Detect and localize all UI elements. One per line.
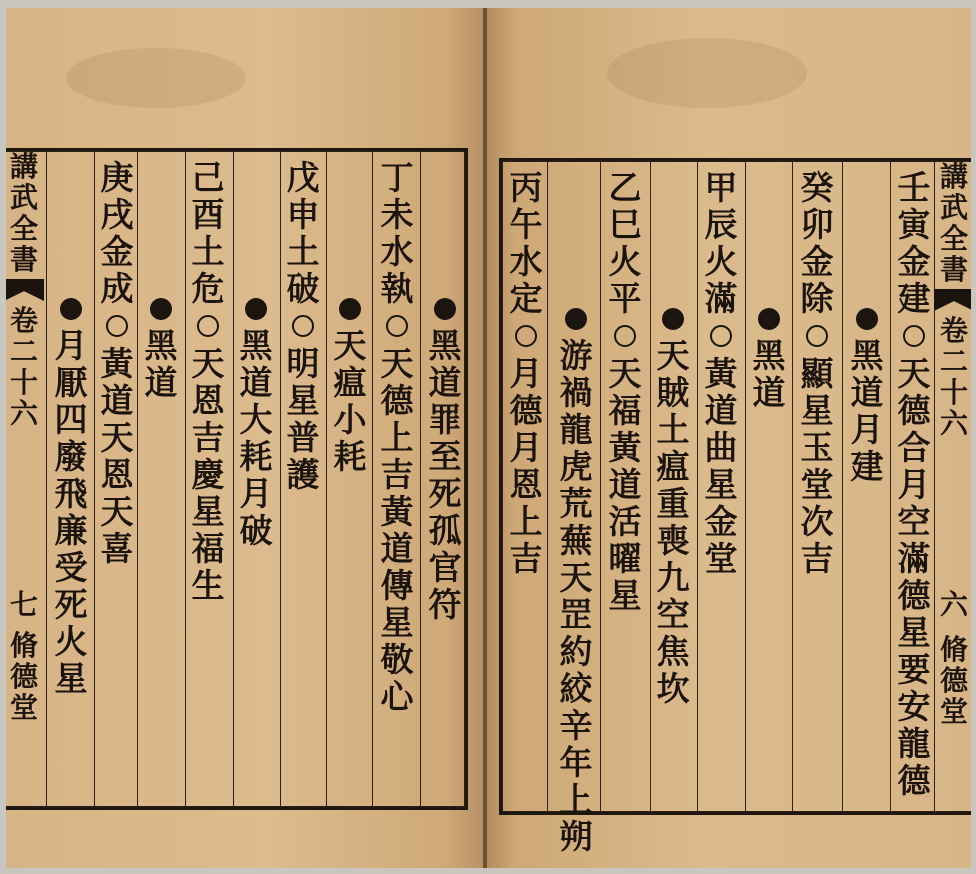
publisher-char: 脩 xyxy=(939,633,968,666)
text-column xyxy=(651,169,695,707)
fishtail-mark xyxy=(6,279,44,301)
omen-char: 喜 xyxy=(100,529,134,568)
open-circle-icon xyxy=(515,325,537,347)
black-dot-icon xyxy=(434,298,456,320)
date-char: 甲 xyxy=(704,168,738,207)
text-column xyxy=(328,159,372,475)
open-circle-icon xyxy=(806,325,828,347)
omen-char: 蕪 xyxy=(559,521,593,560)
omen-char: 曜 xyxy=(608,539,642,578)
omen-char: 月 xyxy=(54,326,88,365)
right-text-frame xyxy=(499,158,971,856)
omen-char: 黃 xyxy=(100,344,134,383)
omen-char: 天 xyxy=(380,344,414,383)
volume-char: 六 xyxy=(9,397,38,430)
omen-char: 年 xyxy=(559,743,593,782)
text-column xyxy=(139,159,183,401)
omen-char: 道 xyxy=(428,363,462,402)
omen-char: 天 xyxy=(656,336,690,375)
omen-char: 天 xyxy=(608,354,642,393)
date-char: 戊 xyxy=(286,158,320,197)
omen-char: 德 xyxy=(897,391,931,430)
date-char: 平 xyxy=(608,279,642,318)
omen-char: 天 xyxy=(559,558,593,597)
omen-char: 坎 xyxy=(656,669,690,708)
open-circle-icon xyxy=(197,315,219,337)
volume-char: 二 xyxy=(939,345,968,378)
omen-char: 道 xyxy=(239,363,273,402)
date-char: 水 xyxy=(380,232,414,271)
omen-char: 天 xyxy=(100,418,134,457)
omen-char: 荒 xyxy=(559,484,593,523)
publisher-char: 堂 xyxy=(939,695,968,728)
omen-char: 破 xyxy=(239,511,273,550)
omen-char: 吉 xyxy=(800,539,834,578)
text-column xyxy=(699,169,743,577)
text-column xyxy=(186,159,230,604)
date-char: 火 xyxy=(704,242,738,281)
omen-char: 朔 xyxy=(559,817,593,856)
omen-char: 月 xyxy=(509,354,543,393)
date-char: 危 xyxy=(191,269,225,308)
volume-char: 十 xyxy=(9,366,38,399)
date-char: 午 xyxy=(509,205,543,244)
omen-char: 廢 xyxy=(54,437,88,476)
paper-stain xyxy=(607,38,807,108)
omen-char: 曲 xyxy=(704,428,738,467)
paper-stain xyxy=(66,48,246,108)
volume-char: 卷 xyxy=(939,314,968,347)
omen-char: 道 xyxy=(144,363,178,402)
column-rule xyxy=(697,161,698,812)
date-char: 壬 xyxy=(897,168,931,207)
omen-char: 上 xyxy=(559,780,593,819)
omen-char: 天 xyxy=(333,326,367,365)
omen-char: 官 xyxy=(428,548,462,587)
text-column xyxy=(504,169,548,577)
right-page xyxy=(487,8,971,868)
date-char: 火 xyxy=(608,242,642,281)
column-rule xyxy=(890,161,891,812)
omen-char: 黃 xyxy=(380,492,414,531)
omen-char: 建 xyxy=(850,447,884,486)
title-char: 講 xyxy=(9,150,38,183)
left-text-frame xyxy=(6,148,468,810)
folio-char: 六 xyxy=(939,588,968,621)
omen-char: 辛 xyxy=(559,706,593,745)
omen-char: 星 xyxy=(897,613,931,652)
left-edge-title xyxy=(6,151,44,723)
open-circle-icon xyxy=(903,325,925,347)
omen-char: 黑 xyxy=(428,326,462,365)
omen-char: 絞 xyxy=(559,669,593,708)
omen-char: 滿 xyxy=(897,539,931,578)
omen-char: 耗 xyxy=(333,437,367,476)
folio-number xyxy=(10,589,38,620)
omen-char: 死 xyxy=(428,474,462,513)
omen-char: 黑 xyxy=(850,336,884,375)
text-column xyxy=(795,169,839,577)
omen-char: 福 xyxy=(608,391,642,430)
omen-char: 游 xyxy=(559,336,593,375)
omen-char: 空 xyxy=(897,502,931,541)
omen-char: 月 xyxy=(850,410,884,449)
omen-char: 明 xyxy=(286,344,320,383)
black-dot-icon xyxy=(662,308,684,330)
date-char: 定 xyxy=(509,279,543,318)
column-rule xyxy=(842,161,843,812)
omen-char: 敬 xyxy=(380,640,414,679)
omen-char: 天 xyxy=(191,344,225,383)
omen-char: 孤 xyxy=(428,511,462,550)
omen-char: 符 xyxy=(428,585,462,624)
open-circle-icon xyxy=(386,315,408,337)
date-char: 金 xyxy=(897,242,931,281)
omen-char: 次 xyxy=(800,502,834,541)
omen-char: 吉 xyxy=(380,455,414,494)
omen-char: 焦 xyxy=(656,632,690,671)
black-dot-icon xyxy=(856,308,878,330)
date-char: 未 xyxy=(380,195,414,234)
omen-char: 星 xyxy=(608,576,642,615)
omen-char: 虎 xyxy=(559,447,593,486)
omen-char: 約 xyxy=(559,632,593,671)
omen-char: 福 xyxy=(191,529,225,568)
omen-char: 道 xyxy=(380,529,414,568)
text-column xyxy=(845,169,889,485)
omen-char: 瘟 xyxy=(656,447,690,486)
date-char: 成 xyxy=(100,269,134,308)
omen-char: 月 xyxy=(509,428,543,467)
omen-char: 賊 xyxy=(656,373,690,412)
omen-char: 重 xyxy=(656,484,690,523)
omen-char: 上 xyxy=(380,418,414,457)
omen-char: 生 xyxy=(191,566,225,605)
omen-char: 耗 xyxy=(239,437,273,476)
publisher-name xyxy=(940,634,968,727)
omen-char: 吉 xyxy=(509,539,543,578)
open-circle-icon xyxy=(292,315,314,337)
omen-char: 德 xyxy=(380,381,414,420)
omen-char: 安 xyxy=(897,687,931,726)
omen-char: 德 xyxy=(897,576,931,615)
omen-char: 月 xyxy=(897,465,931,504)
date-char: 卯 xyxy=(800,205,834,244)
date-char: 寅 xyxy=(897,205,931,244)
date-char: 巳 xyxy=(608,205,642,244)
date-char: 辰 xyxy=(704,205,738,244)
date-char: 建 xyxy=(897,279,931,318)
omen-char: 星 xyxy=(54,659,88,698)
black-dot-icon xyxy=(60,298,82,320)
date-char: 丁 xyxy=(380,158,414,197)
publisher-char: 堂 xyxy=(9,691,38,724)
volume-char: 二 xyxy=(9,335,38,368)
title-char: 全 xyxy=(9,212,38,245)
black-dot-icon xyxy=(758,308,780,330)
omen-char: 道 xyxy=(608,465,642,504)
publisher-char: 德 xyxy=(939,664,968,697)
omen-char: 黑 xyxy=(144,326,178,365)
open-circle-icon xyxy=(106,315,128,337)
omen-char: 火 xyxy=(54,622,88,661)
omen-char: 道 xyxy=(704,391,738,430)
date-char: 申 xyxy=(286,195,320,234)
text-column xyxy=(747,169,791,411)
black-dot-icon xyxy=(565,308,587,330)
omen-char: 德 xyxy=(897,761,931,800)
date-char: 庚 xyxy=(100,158,134,197)
text-column xyxy=(603,169,647,614)
text-column xyxy=(49,159,93,697)
omen-char: 天 xyxy=(897,354,931,393)
black-dot-icon xyxy=(339,298,361,320)
text-column xyxy=(281,159,325,493)
column-rule xyxy=(326,151,327,807)
omen-char: 小 xyxy=(333,400,367,439)
omen-char: 星 xyxy=(800,391,834,430)
omen-char: 活 xyxy=(608,502,642,541)
omen-char: 罡 xyxy=(559,595,593,634)
title-char: 全 xyxy=(939,222,968,255)
black-dot-icon xyxy=(245,298,267,320)
omen-char: 慶 xyxy=(191,455,225,494)
omen-char: 普 xyxy=(286,418,320,457)
omen-char: 黑 xyxy=(752,336,786,375)
text-column xyxy=(95,159,139,567)
omen-char: 星 xyxy=(286,381,320,420)
omen-char: 黑 xyxy=(239,326,273,365)
omen-char: 恩 xyxy=(509,465,543,504)
omen-char: 龍 xyxy=(559,410,593,449)
omen-char: 喪 xyxy=(656,521,690,560)
omen-char: 德 xyxy=(509,391,543,430)
folio-char: 七 xyxy=(9,588,38,621)
omen-char: 厭 xyxy=(54,363,88,402)
omen-char: 罪 xyxy=(428,400,462,439)
open-circle-icon xyxy=(710,325,732,347)
black-dot-icon xyxy=(150,298,172,320)
book-title xyxy=(10,151,38,275)
omen-char: 顯 xyxy=(800,354,834,393)
column-rule xyxy=(46,151,47,807)
date-char: 金 xyxy=(800,242,834,281)
omen-char: 大 xyxy=(239,400,273,439)
title-char: 武 xyxy=(9,181,38,214)
omen-char: 道 xyxy=(100,381,134,420)
date-char: 乙 xyxy=(608,168,642,207)
column-rule xyxy=(745,161,746,812)
column-rule xyxy=(372,151,373,807)
omen-char: 至 xyxy=(428,437,462,476)
publisher-name xyxy=(10,630,38,723)
omen-char: 金 xyxy=(704,502,738,541)
title-char: 書 xyxy=(9,243,38,276)
omen-char: 心 xyxy=(380,677,414,716)
omen-char: 廉 xyxy=(54,511,88,550)
title-char: 講 xyxy=(939,160,968,193)
folio-number xyxy=(940,589,968,620)
title-char: 武 xyxy=(939,191,968,224)
omen-char: 死 xyxy=(54,585,88,624)
omen-char: 月 xyxy=(239,474,273,513)
publisher-char: 德 xyxy=(9,660,38,693)
omen-char: 要 xyxy=(897,650,931,689)
date-char: 癸 xyxy=(800,168,834,207)
text-column xyxy=(554,169,598,855)
fishtail-mark xyxy=(934,289,971,311)
omen-char: 道 xyxy=(752,373,786,412)
omen-char: 龍 xyxy=(897,724,931,763)
omen-char: 空 xyxy=(656,595,690,634)
omen-char: 飛 xyxy=(54,474,88,513)
date-char: 滿 xyxy=(704,279,738,318)
text-column xyxy=(892,169,936,799)
date-char: 戌 xyxy=(100,195,134,234)
omen-char: 黃 xyxy=(608,428,642,467)
date-char: 破 xyxy=(286,269,320,308)
text-column xyxy=(234,159,278,549)
book-title xyxy=(940,161,968,285)
open-circle-icon xyxy=(614,325,636,347)
date-char: 土 xyxy=(191,232,225,271)
date-char: 除 xyxy=(800,279,834,318)
volume-char: 卷 xyxy=(9,304,38,337)
omen-char: 合 xyxy=(897,428,931,467)
omen-char: 護 xyxy=(286,455,320,494)
left-page xyxy=(6,8,483,868)
omen-char: 禍 xyxy=(559,373,593,412)
volume-label xyxy=(10,305,38,429)
omen-char: 天 xyxy=(100,492,134,531)
date-char: 土 xyxy=(286,232,320,271)
omen-char: 星 xyxy=(704,465,738,504)
volume-char: 六 xyxy=(939,407,968,440)
omen-char: 上 xyxy=(509,502,543,541)
column-rule xyxy=(600,161,601,812)
omen-char: 道 xyxy=(850,373,884,412)
omen-char: 星 xyxy=(191,492,225,531)
omen-char: 四 xyxy=(54,400,88,439)
publisher-char: 脩 xyxy=(9,629,38,662)
right-edge-title xyxy=(934,161,971,727)
omen-char: 玉 xyxy=(800,428,834,467)
volume-char: 十 xyxy=(939,376,968,409)
date-char: 己 xyxy=(191,158,225,197)
omen-char: 瘟 xyxy=(333,363,367,402)
date-char: 執 xyxy=(380,269,414,308)
title-char: 書 xyxy=(939,253,968,286)
omen-char: 星 xyxy=(380,603,414,642)
text-column xyxy=(375,159,419,715)
column-rule xyxy=(792,161,793,812)
text-column xyxy=(423,159,467,623)
omen-char: 九 xyxy=(656,558,690,597)
omen-char: 恩 xyxy=(191,381,225,420)
volume-label xyxy=(940,315,968,439)
omen-char: 土 xyxy=(656,410,690,449)
date-char: 酉 xyxy=(191,195,225,234)
column-rule xyxy=(420,151,421,807)
date-char: 水 xyxy=(509,242,543,281)
omen-char: 吉 xyxy=(191,418,225,457)
omen-char: 堂 xyxy=(704,539,738,578)
omen-char: 恩 xyxy=(100,455,134,494)
omen-char: 堂 xyxy=(800,465,834,504)
omen-char: 受 xyxy=(54,548,88,587)
date-char: 丙 xyxy=(509,168,543,207)
date-char: 金 xyxy=(100,232,134,271)
omen-char: 黃 xyxy=(704,354,738,393)
omen-char: 傳 xyxy=(380,566,414,605)
